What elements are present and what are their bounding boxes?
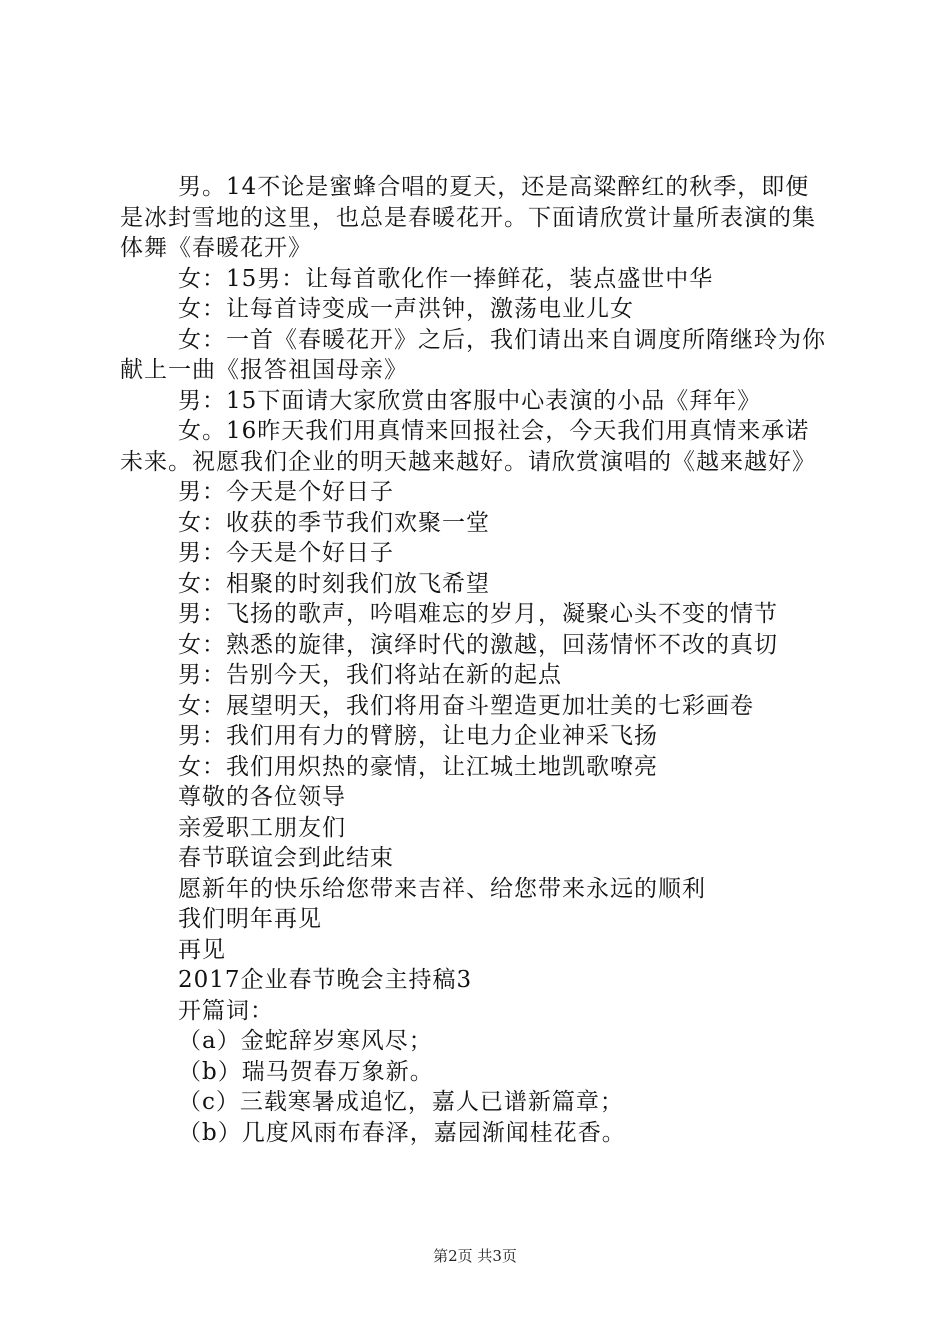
closing-line: 亲爱职工朋友们: [178, 814, 346, 841]
dialogue-line: 女：我们用炽热的豪情，让江城土地凯歌嘹亮: [178, 753, 658, 780]
dialogue-line: 男：告别今天，我们将站在新的起点: [178, 662, 562, 688]
section-heading: 2017企业春节晚会主持稿3: [178, 967, 473, 993]
verse-line: （a）金蛇辞岁寒风尽；: [178, 1028, 433, 1054]
dialogue-line: 女：相聚的时刻我们放飞希望: [178, 570, 490, 597]
paragraph: 女：15男：让每首歌化作一捧鲜花，装点盛世中华: [178, 265, 714, 292]
verse-line: （b）几度风雨布春泽，嘉园渐闻桂花香。: [178, 1119, 626, 1146]
paragraph: 男：15下面请大家欣赏由客服中心表演的小品《拜年》: [178, 387, 762, 414]
closing-line: 春节联谊会到此结束: [178, 845, 394, 871]
verse-line: （c）三载寒暑成追忆，嘉人已谱新篇章；: [178, 1089, 624, 1115]
paragraph: 女：一首《春暖花开》之后，我们请出来自调度所隋继玲为你献上一曲《报答祖国母亲》: [120, 326, 826, 383]
dialogue-line: 男：我们用有力的臂膀，让电力企业神采飞扬: [178, 723, 658, 749]
dialogue-line: 男：飞扬的歌声，吟唱难忘的岁月，凝聚心头不变的情节: [178, 601, 778, 627]
dialogue-line: 男：今天是个好日子: [178, 540, 394, 566]
closing-line: 愿新年的快乐给您带来吉祥、给您带来永远的顺利: [178, 875, 706, 902]
page-footer: 第2页 共3页: [433, 1247, 517, 1265]
dialogue-line: 女：熟悉的旋律，演绎时代的激越，回荡情怀不改的真切: [178, 631, 778, 658]
closing-line: 再见: [178, 936, 226, 963]
paragraph: 男。14不论是蜜蜂合唱的夏天，还是高粱醉红的秋季，即便是冰封雪地的这里，也总是春暖花开。下面请欣赏计量所表演的集体舞《春暖花开》: [120, 174, 816, 261]
closing-line: 我们明年再见: [178, 906, 322, 932]
closing-line: 尊敬的各位领导: [178, 784, 346, 810]
paragraph: 女：让每首诗变成一声洪钟，激荡电业儿女: [178, 296, 634, 322]
paragraph: 女。16昨天我们用真情来回报社会，今天我们用真情来承诺未来。祝愿我们企业的明天越来越好。请欣赏演唱的《越来越好》: [120, 418, 816, 475]
dialogue-line: 女：展望明天，我们将用奋斗塑造更加壮美的七彩画卷: [178, 692, 754, 719]
verse-line: （b）瑞马贺春万象新。: [178, 1058, 434, 1085]
dialogue-line: 女：收获的季节我们欢聚一堂: [178, 509, 490, 536]
section-subheading: 开篇词：: [178, 997, 274, 1024]
dialogue-line: 男：今天是个好日子: [178, 479, 394, 505]
document-body: [120, 172, 832, 1148]
